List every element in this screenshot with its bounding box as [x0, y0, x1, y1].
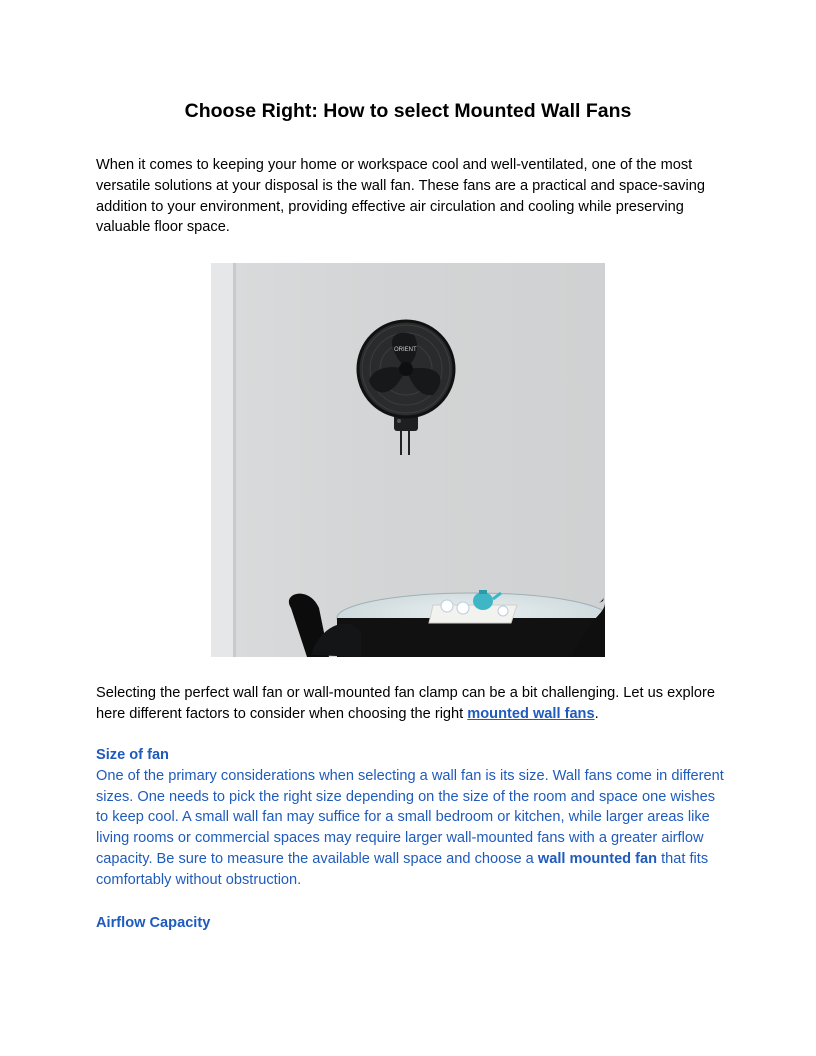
selecting-text: Selecting the perfect wall fan or wall-mounted fan clamp can be a bit challenging. Let us explore here different factors to consider when choosing the right	[96, 685, 715, 722]
size-section	[96, 745, 726, 891]
airflow-heading: Airflow Capacity	[96, 915, 211, 931]
intro-paragraph: When it comes to keeping your home or workspace cool and well-ventilated, one of the most versatile solutions at your disposal is the wall fan. These fans are a practical and space-saving addition to your environment, providing effective air circulation and cooling while preserving valuable floor space.	[96, 157, 705, 236]
size-body	[96, 766, 726, 891]
selecting-period: .	[594, 705, 599, 722]
size-body-bold: wall mounted fan	[537, 850, 658, 867]
mounted-wall-fans-link[interactable]: mounted wall fans	[467, 705, 595, 722]
size-body-text: One of the primary considerations when selecting a wall fan is its size. Wall fans come in different sizes. One needs to pick the right size depending on the size of the room and space one wishes to keep cool. A small wall fan may suffice for a small bedroom or kitchen, while larger areas like living rooms or commercial spaces may require larger wall-mounted fans with a greater airflow capacity. Be sure to measure the available wall space and choose a	[96, 767, 724, 867]
page-title: Choose Right: How to select Mounted Wall Fans	[184, 100, 632, 122]
svg-text:ORIENT: ORIENT	[394, 347, 417, 353]
fan-image	[358, 321, 454, 417]
wall-fan-photo	[211, 263, 605, 657]
size-body-end: that fits comfortably without obstruction.	[96, 850, 709, 888]
size-heading: Size of fan	[96, 747, 169, 763]
selecting-paragraph	[96, 683, 726, 725]
